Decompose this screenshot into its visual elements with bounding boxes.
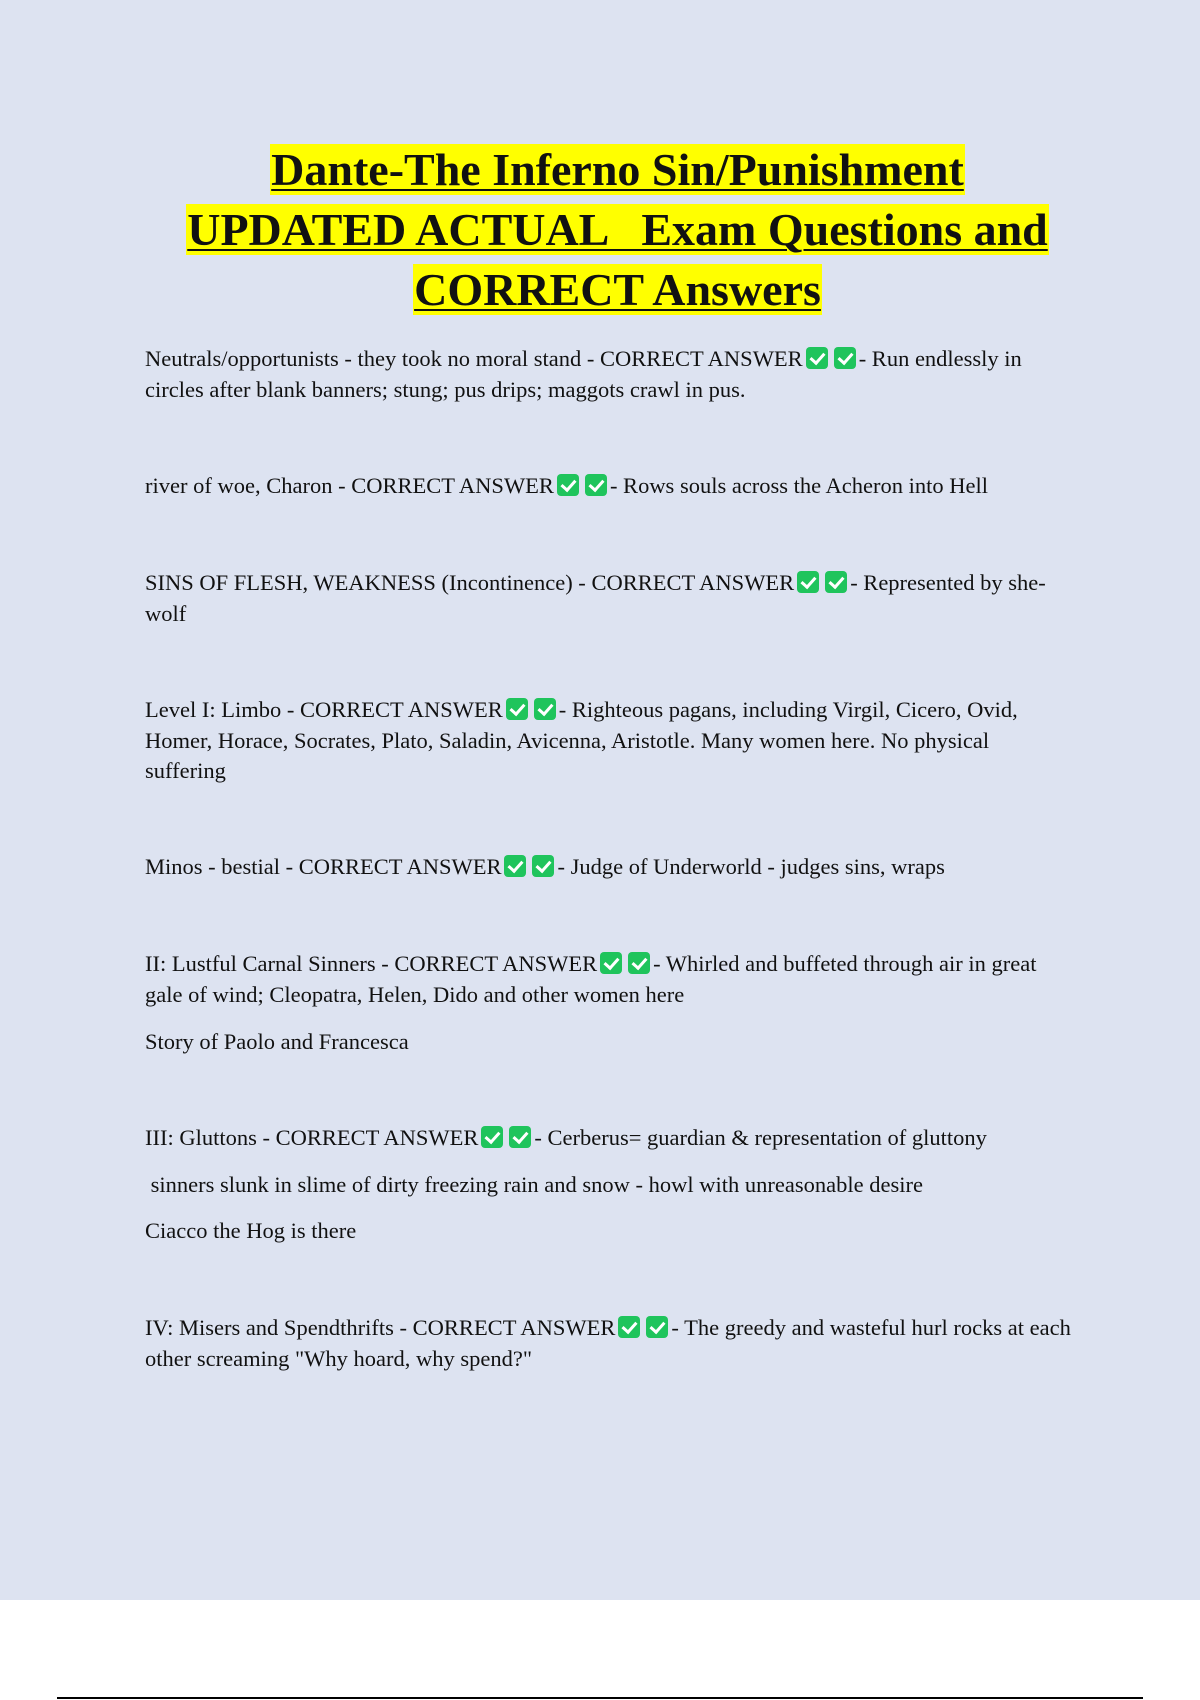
check-icon xyxy=(806,347,828,369)
check-icon xyxy=(504,855,526,877)
check-icon xyxy=(834,347,856,369)
entry-question: III: Gluttons - xyxy=(145,1125,276,1150)
qa-entry xyxy=(145,949,1075,1010)
qa-entry xyxy=(145,1123,1075,1154)
entry-question: river of woe, Charon - xyxy=(145,473,352,498)
check-icon xyxy=(600,952,622,974)
entry-answer: - Run endlessly in circles after blank banners; stung; pus drips; maggots crawl in pus. xyxy=(145,346,1022,402)
entry-extra-line: Ciacco the Hog is there xyxy=(145,1218,357,1243)
title-line-2: UPDATED ACTUAL Exam Questions and xyxy=(187,204,1048,255)
qa-entry xyxy=(145,1313,1075,1374)
entry-answer: - Represented by she-wolf xyxy=(145,570,1046,626)
check-icon xyxy=(506,698,528,720)
qa-entry xyxy=(145,695,1075,787)
entry-question: IV: Misers and Spendthrifts - xyxy=(145,1315,413,1340)
title-line-1: Dante-The Inferno Sin/Punishment xyxy=(271,144,964,195)
entry-question: Neutrals/opportunists - they took no moral stand - xyxy=(145,346,600,371)
title-line-3: CORRECT Answers xyxy=(414,264,821,315)
entry-answer: - The greedy and wasteful hurl rocks at each other screaming "Why hoard, why spend?" xyxy=(145,1315,1071,1371)
entry-answer: - Righteous pagans, including Virgil, Cicero, Ovid, Homer, Horace, Socrates, Plato, Saladin, Avicenna, Aristotle. Many women here. No physical suffering xyxy=(145,697,1018,783)
check-icon xyxy=(532,855,554,877)
entry-question: Level I: Limbo - xyxy=(145,697,300,722)
correct-answer-label: CORRECT ANSWER xyxy=(599,346,803,371)
entry-answer: - Rows souls across the Acheron into Hell xyxy=(609,473,989,498)
correct-answer-label: CORRECT ANSWER xyxy=(275,1125,479,1150)
check-icon xyxy=(797,571,819,593)
entry-answer: - Cerberus= guardian & representation of gluttony xyxy=(534,1125,987,1150)
entry-question: Minos - bestial - xyxy=(145,854,299,879)
correct-answer-label: CORRECT ANSWER xyxy=(351,473,554,498)
correct-answer-label: CORRECT ANSWER xyxy=(298,854,502,879)
qa-entry xyxy=(145,852,1075,883)
check-icon xyxy=(509,1126,531,1148)
footer-divider xyxy=(57,1697,1143,1699)
qa-entry xyxy=(145,344,1075,405)
entry-question: II: Lustful Carnal Sinners - xyxy=(145,951,395,976)
entry-answer: - Judge of Underworld - judges sins, wraps xyxy=(557,854,945,879)
check-icon xyxy=(585,474,607,496)
check-icon xyxy=(557,474,579,496)
document-title xyxy=(120,140,1115,320)
check-icon xyxy=(618,1316,640,1338)
check-icon xyxy=(534,698,556,720)
check-icon xyxy=(825,571,847,593)
entry-answer: - Whirled and buffeted through air in great gale of wind; Cleopatra, Helen, Dido and other women here xyxy=(145,951,1037,1007)
qa-entry xyxy=(145,568,1075,629)
correct-answer-label: CORRECT ANSWER xyxy=(412,1315,616,1340)
check-icon xyxy=(646,1316,668,1338)
entry-extra-line: sinners slunk in slime of dirty freezing rain and snow - howl with unreasonable desire xyxy=(145,1172,923,1197)
qa-entry xyxy=(145,471,1075,502)
entry-extra-line: Story of Paolo and Francesca xyxy=(145,1029,409,1054)
correct-answer-label: CORRECT ANSWER xyxy=(299,697,503,722)
correct-answer-label: CORRECT ANSWER xyxy=(394,951,598,976)
correct-answer-label: CORRECT ANSWER xyxy=(591,570,795,595)
check-icon xyxy=(628,952,650,974)
check-icon xyxy=(481,1126,503,1148)
entry-question: SINS OF FLESH, WEAKNESS (Incontinence) - xyxy=(145,570,592,595)
